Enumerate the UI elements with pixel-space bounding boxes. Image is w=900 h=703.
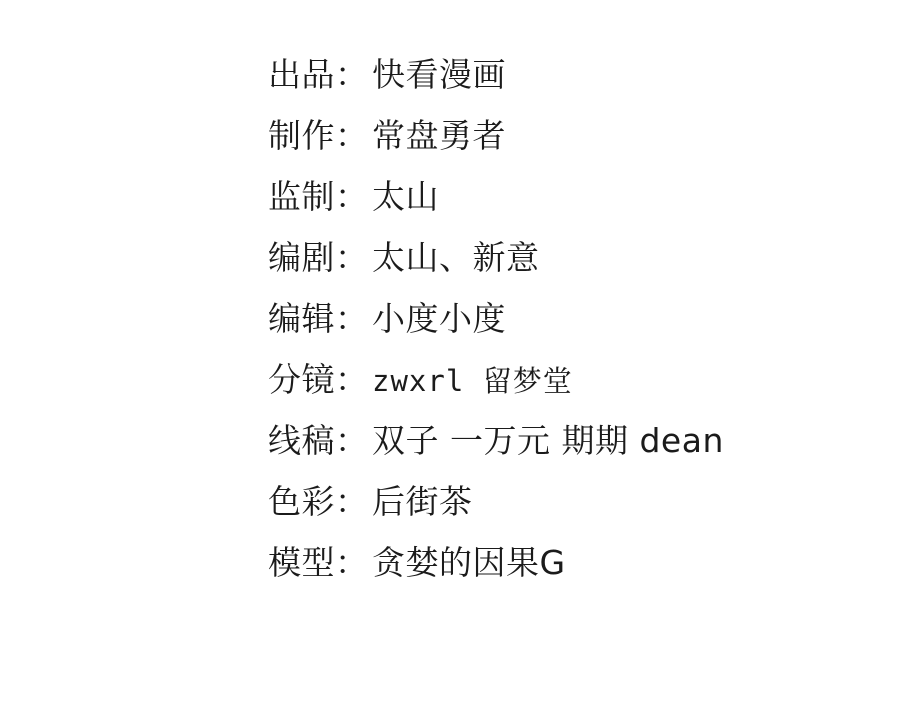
credit-separator: ： (335, 543, 368, 582)
credit-value: 后街茶 (372, 482, 473, 521)
credit-value: 贪婪的因果G (372, 543, 566, 582)
credit-separator: ： (335, 177, 368, 216)
credit-role: 出品 (268, 55, 335, 94)
credit-separator: ： (335, 299, 368, 338)
credit-role: 分镜 (268, 360, 335, 399)
credit-role: 监制 (268, 177, 335, 216)
credit-row (268, 116, 724, 180)
credit-separator: ： (335, 421, 368, 460)
credit-value: 太山 (372, 177, 439, 216)
credit-value: zwxrl 留梦堂 (372, 364, 573, 398)
credit-value: 双子 一万元 期期 dean (372, 421, 724, 460)
credit-separator: ： (335, 238, 368, 277)
credit-row (268, 543, 724, 607)
credit-separator: ： (335, 482, 368, 521)
credit-separator: ： (335, 360, 368, 399)
credit-row (268, 421, 724, 485)
credit-value: 太山、新意 (372, 238, 540, 277)
credit-row (268, 177, 724, 241)
credit-value: 常盘勇者 (372, 116, 506, 155)
credit-role: 线稿 (268, 421, 335, 460)
credit-separator: ： (335, 116, 368, 155)
credit-row (268, 299, 724, 363)
credit-row (268, 55, 724, 119)
credit-role: 制作 (268, 116, 335, 155)
credit-value: 快看漫画 (372, 55, 506, 94)
credit-role: 色彩 (268, 482, 335, 521)
credit-row (268, 238, 724, 302)
credit-value: 小度小度 (372, 299, 506, 338)
credit-row (268, 360, 724, 424)
credit-separator: ： (335, 55, 368, 94)
credit-role: 编剧 (268, 238, 335, 277)
credit-role: 模型 (268, 543, 335, 582)
credit-row (268, 482, 724, 546)
credit-role: 编辑 (268, 299, 335, 338)
credits-list (268, 55, 724, 607)
